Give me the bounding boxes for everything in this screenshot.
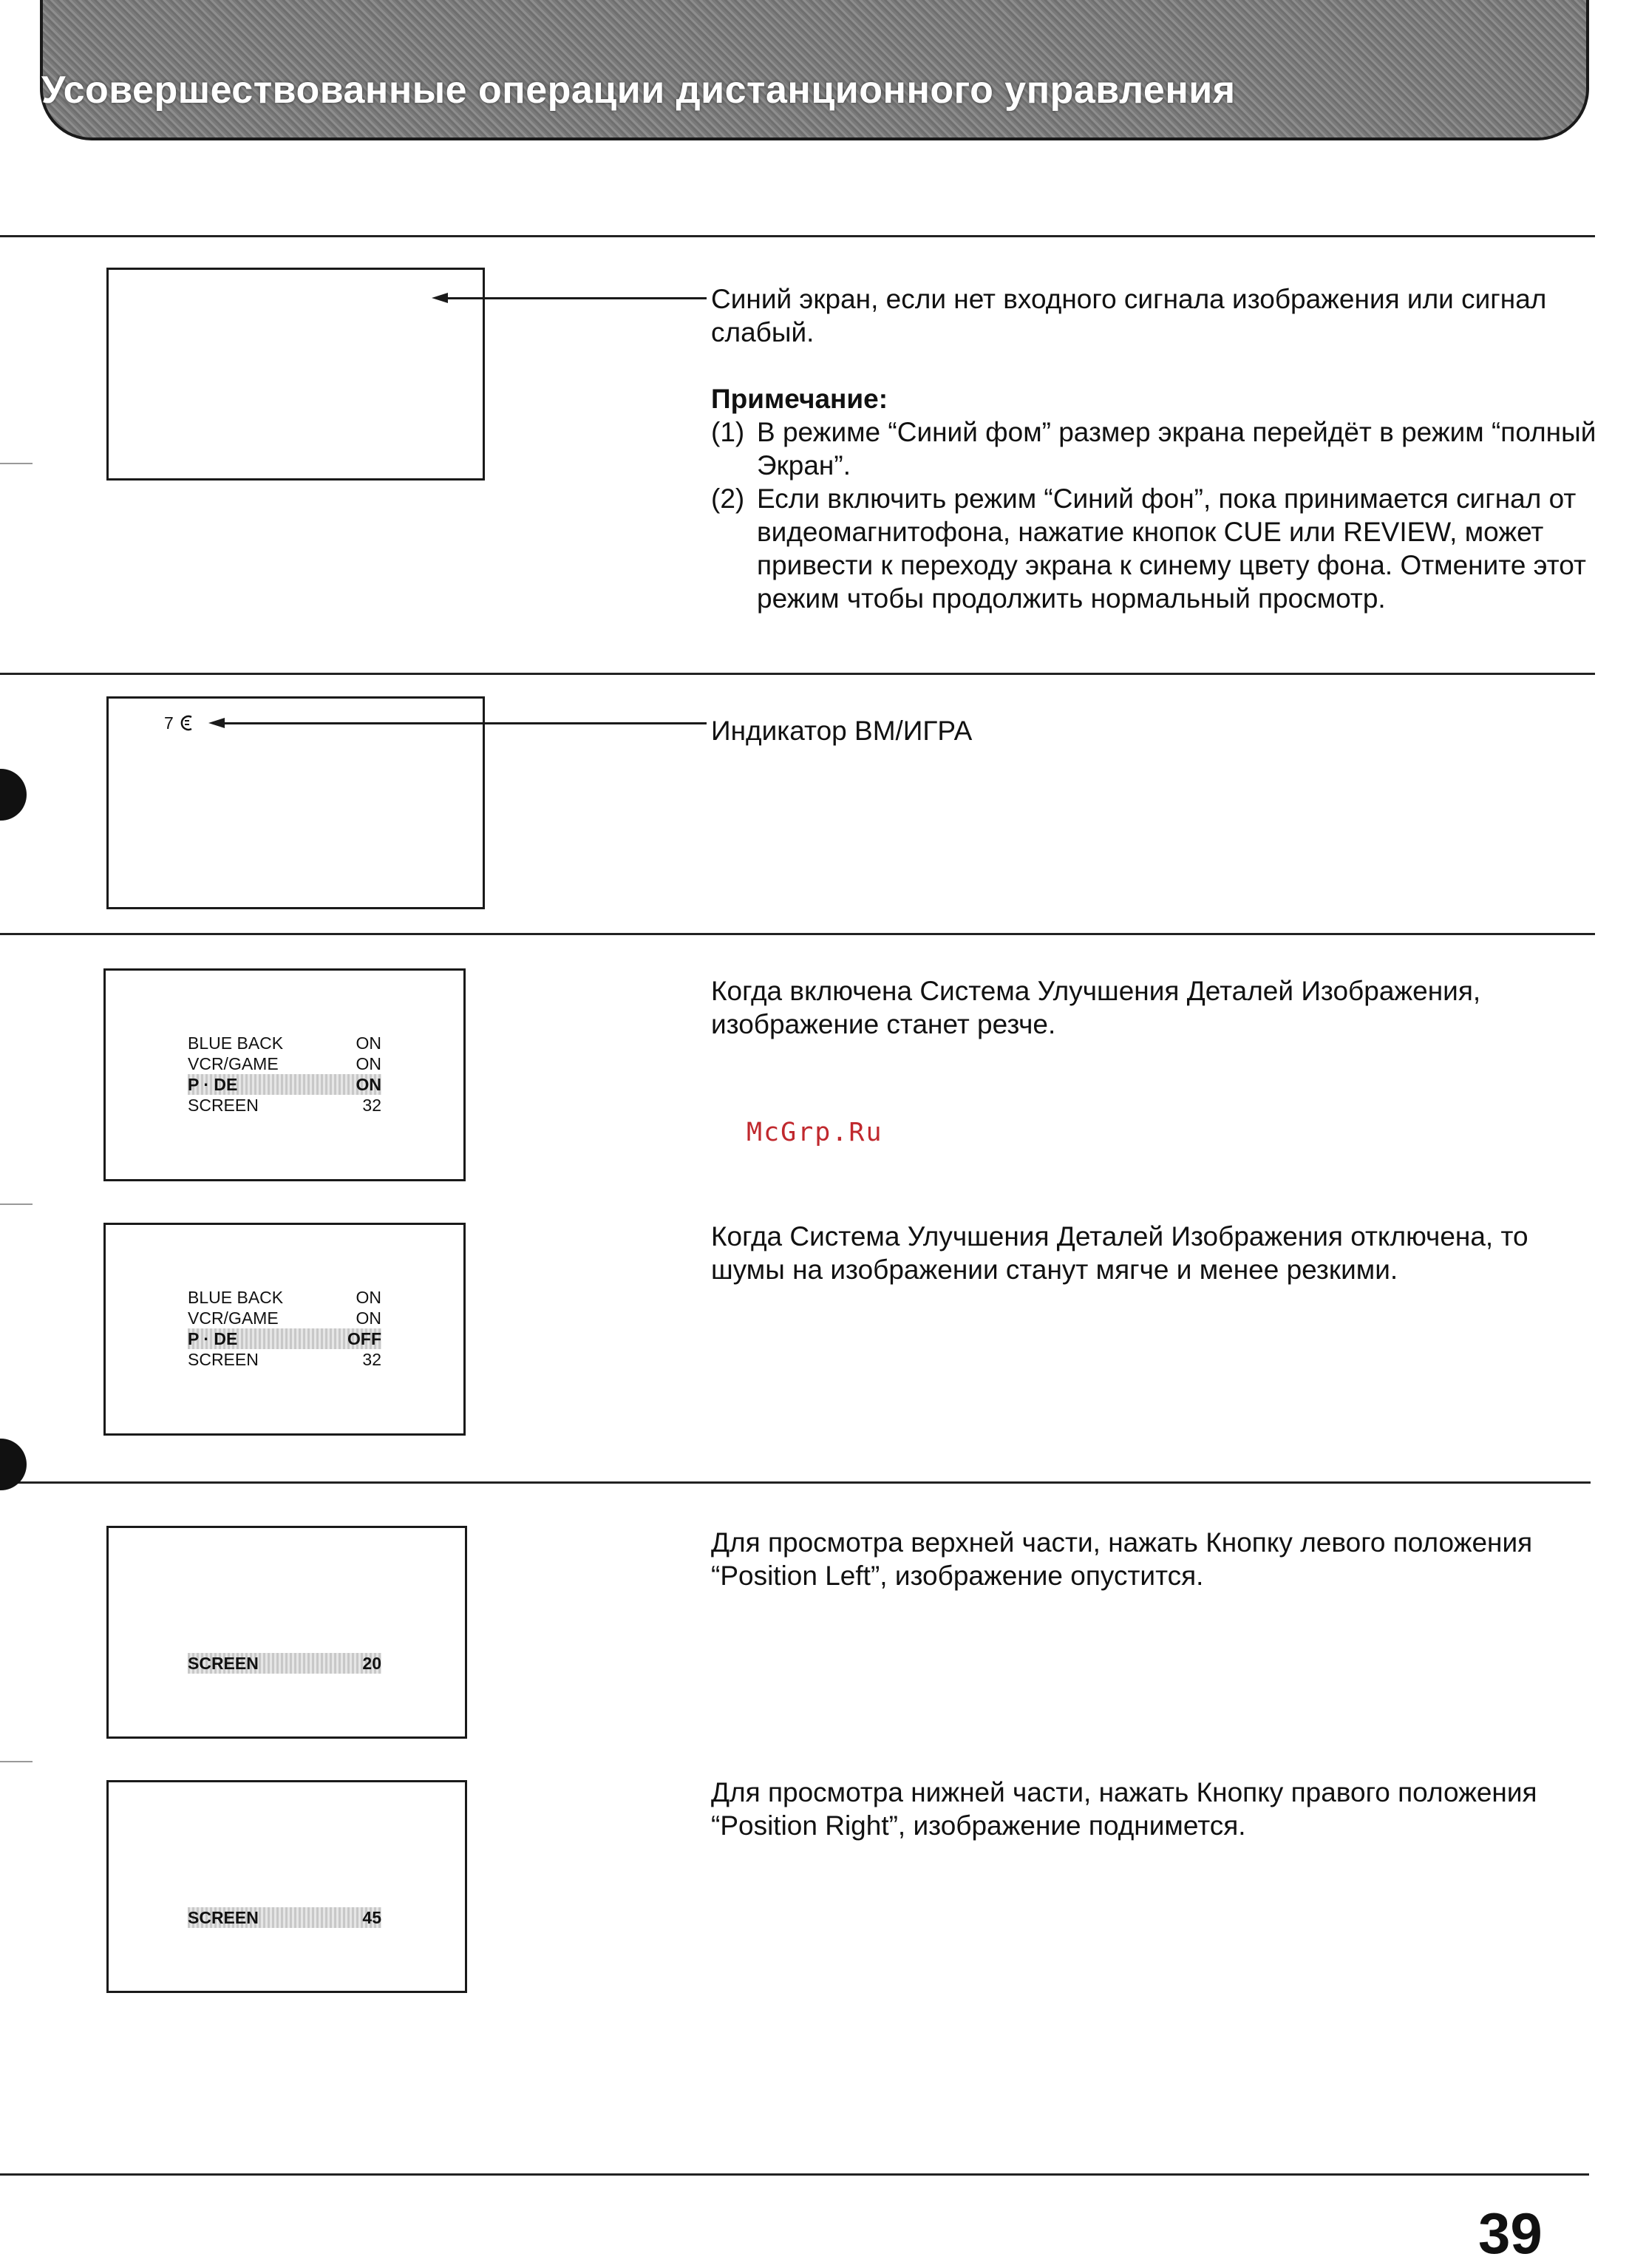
note-title: Примечание:	[711, 384, 888, 414]
menu-row-screen: SCREEN 32	[188, 1096, 381, 1115]
pde-off-text: Когда Система Улучшения Деталей Изображения отключена, то шумы на изображении станут мягче и менее резкими.	[711, 1221, 1528, 1285]
osd-screen-20	[188, 1653, 381, 1674]
vcr-game-icon	[180, 714, 196, 732]
pde-on-text: Когда включена Система Улучшения Деталей Изображения, изображение станет резче.	[711, 976, 1481, 1039]
note-text: Если включить режим “Синий фон”, пока принимается сигнал от видеомагнитофона, нажатие кнопок CUE или REVIEW, может привести к переходу экрана к синему цвету фона. Отмените этот режим чтобы продолжить нормальный просмотр.	[757, 483, 1586, 614]
position-right-text: Для просмотра нижней части, нажать Кнопку правого положения “Position Right”, изображение поднимется.	[711, 1777, 1537, 1841]
menu-row-screen: SCREEN 20	[188, 1654, 381, 1673]
menu-row-blue-back: BLUE BACK ON	[188, 1288, 381, 1307]
vcr-game-callout: Индикатор ВМ/ИГРА	[711, 716, 973, 746]
section-divider	[0, 933, 1595, 935]
note-item	[711, 415, 1598, 482]
menu-row-screen: SCREEN 32	[188, 1350, 381, 1369]
arrow-icon	[208, 718, 225, 728]
menu-row-vcr-game: VCR/GAME ON	[188, 1054, 381, 1073]
margin-tick	[0, 1761, 33, 1762]
watermark: McGrp.Ru	[747, 1118, 883, 1147]
blue-back-callout: Синий экран, если нет входного сигнала изображения или сигнал слабый.	[711, 284, 1547, 347]
osd-channel-indicator	[164, 713, 196, 733]
position-left-description	[711, 1526, 1598, 1592]
note-item	[711, 482, 1598, 615]
page-number: 39	[1478, 2201, 1543, 2266]
pde-on-description	[711, 974, 1598, 1041]
footer-divider	[0, 2173, 1589, 2176]
margin-tick	[0, 1203, 33, 1205]
margin-tick	[0, 463, 33, 464]
position-right-description	[711, 1776, 1598, 1842]
menu-row-screen: SCREEN 45	[188, 1908, 381, 1927]
note-text: В режиме “Синий фом” размер экрана перейдёт в режим “полный Экран”.	[757, 417, 1596, 481]
section-divider	[0, 673, 1595, 675]
menu-row-blue-back: BLUE BACK ON	[188, 1033, 381, 1053]
blue-back-description	[711, 282, 1598, 615]
section-divider	[0, 235, 1595, 237]
arrow-icon	[432, 293, 448, 303]
note-number: (2)	[711, 483, 745, 514]
tv-screen-vcr-game	[106, 696, 485, 909]
osd-menu-on	[188, 1033, 381, 1116]
binding-mark	[0, 769, 27, 821]
osd-menu-off	[188, 1287, 381, 1370]
page-title: Усовершествованные операции дистанционного управления	[41, 69, 1236, 112]
tv-screen-position-right	[106, 1780, 467, 1993]
menu-row-pde: P · DE ON	[188, 1075, 381, 1094]
position-left-text: Для просмотра верхней части, нажать Кнопку левого положения “Position Left”, изображение опустится.	[711, 1527, 1533, 1591]
tv-screen-blue-back	[106, 268, 485, 481]
osd-channel-number: 7	[164, 713, 174, 733]
callout-line	[223, 722, 707, 724]
menu-row-vcr-game: VCR/GAME ON	[188, 1308, 381, 1328]
note-number: (1)	[711, 417, 745, 447]
vcr-game-description	[711, 714, 1598, 747]
pde-off-description	[711, 1220, 1598, 1286]
tv-screen-position-left	[106, 1526, 467, 1739]
section-divider	[0, 1481, 1591, 1484]
osd-screen-45	[188, 1907, 381, 1928]
menu-row-pde: P · DE OFF	[188, 1329, 381, 1348]
callout-line	[446, 297, 707, 299]
